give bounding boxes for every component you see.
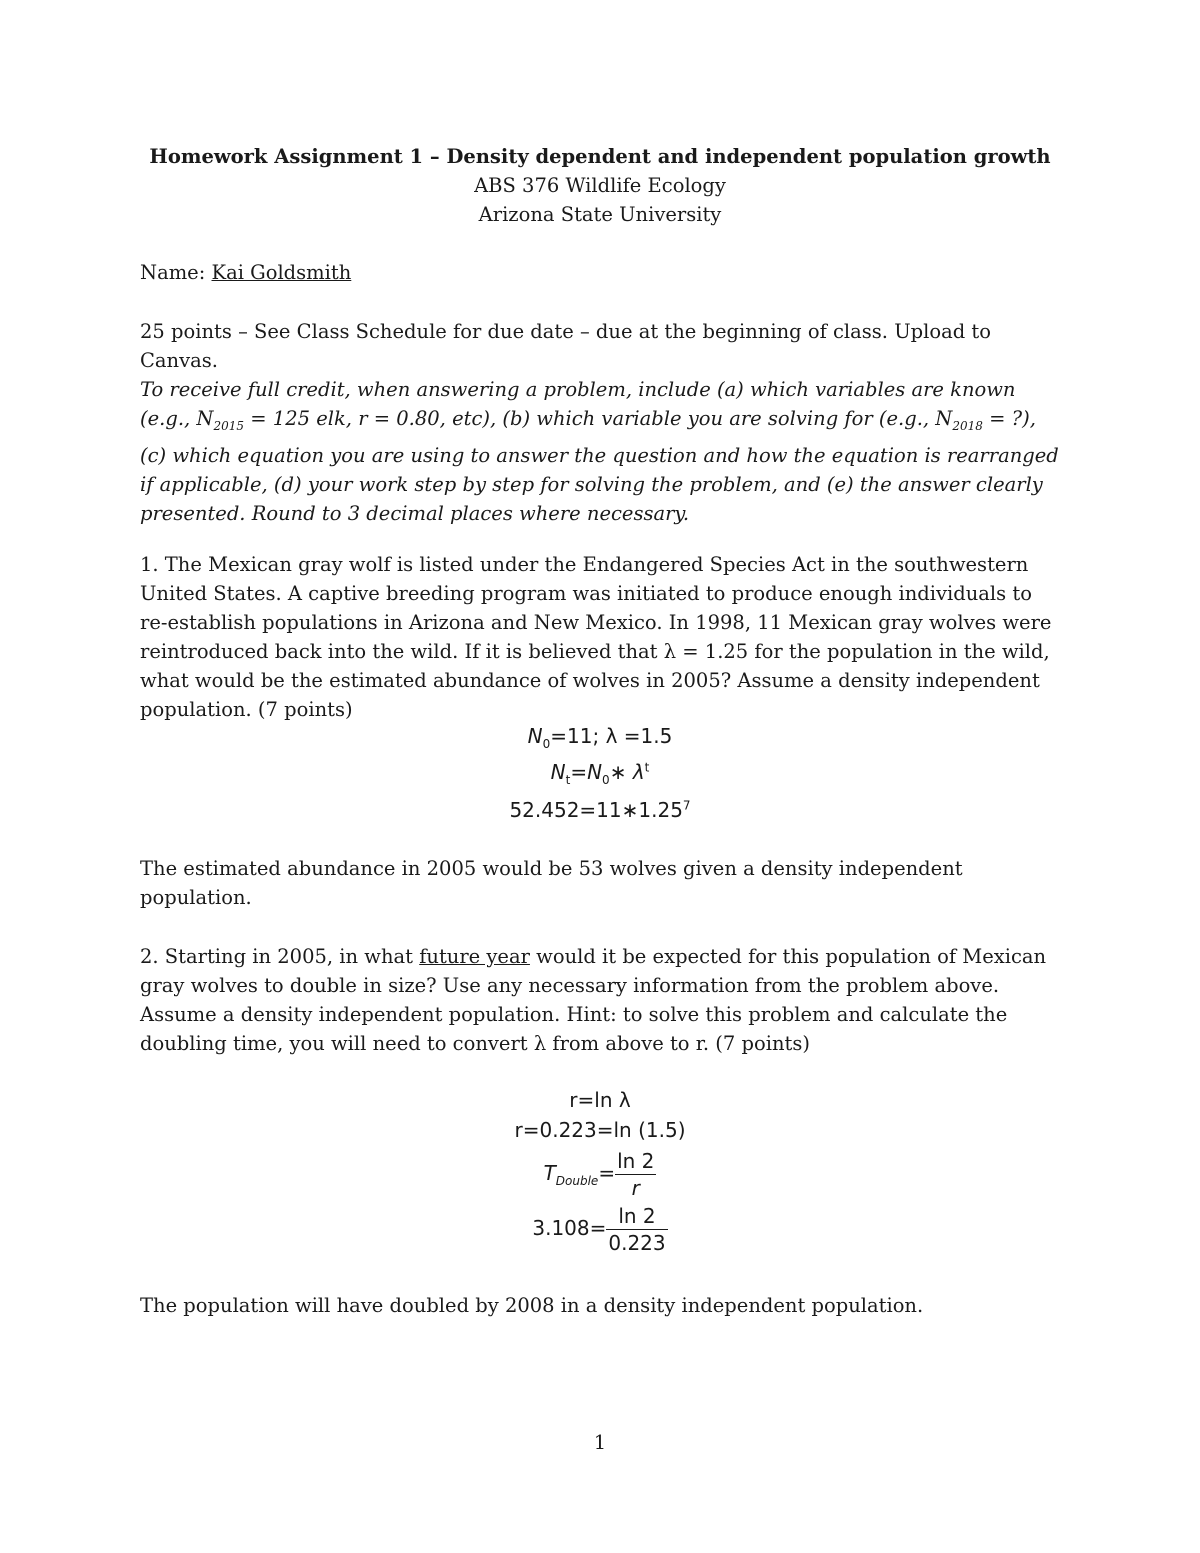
q2-eq4-fraction (606, 1203, 667, 1256)
q2-text-before: 2. Starting in 2005, in what (140, 945, 420, 968)
question-1-answer: The estimated abundance in 2005 would be 53 wolves given a density independent population. (140, 857, 963, 909)
q2-text-after: would it be expected for this population of Mexican gray wolves to double in size? Use any necessary information from the problem above. Assume a density independent population. Hint: to solve this problem and calculate the doubling time, you will need to convert λ from above to r. (7 points) (140, 945, 1047, 1055)
points-line: 25 points – See Class Schedule for due date – due at the beginning of class. Upload to Canvas. (140, 320, 991, 372)
instructions-text-3: = ?), (c) which equation you are using to answer the question and how the equation is rearranged if applicable, (d) your work step by step for solving the problem, and (e) the answer clearly presented. Round to 3 decimal places where necessary. (140, 407, 1059, 525)
q2-eq4-numerator: ln 2 (606, 1203, 667, 1230)
student-name: Kai Goldsmith (211, 261, 352, 284)
q2-eq4-lhs: 3.108= (532, 1216, 607, 1240)
instructions-subscript-2: 2018 (952, 418, 983, 433)
q1-eq3-text: 52.452=11∗1.25 (509, 798, 683, 822)
q2-eq3-subscript: Double (555, 1174, 599, 1188)
q1-eq1-text: =11; λ =1.5 (550, 724, 673, 748)
q1-eq3-exponent: 7 (682, 798, 691, 813)
q2-equation-2: r=0.223=ln (1.5) (514, 1118, 686, 1142)
question-2-answer: The population will have doubled by 2008 in a density independent population. (140, 1294, 924, 1317)
q1-equation-2: $N_t=N_0∗$ $\lambda^t$ (550, 760, 650, 787)
name-line (140, 258, 1060, 287)
q2-eq4-denominator: 0.223 (608, 1231, 666, 1255)
q1-equation-3 (140, 798, 1060, 822)
question-2-text (140, 942, 1060, 1058)
q2-eq3-fraction (615, 1148, 656, 1201)
instructions-subscript-1: 2015 (213, 418, 245, 433)
document-title: Homework Assignment 1 – Density dependent and independent population growth (149, 145, 1051, 168)
q2-eq3-denominator: r (631, 1176, 640, 1200)
q2-equation-1: r=ln λ (569, 1088, 631, 1112)
q2-underlined-text: future year (419, 945, 530, 968)
university-name: Arizona State University (478, 203, 722, 226)
instructions-paragraph (140, 375, 1060, 528)
instructions-text-1: To receive full credit, when answering a problem, include (a) which variables are known (e.g., N (140, 378, 1016, 430)
course-name: ABS 376 Wildlife Ecology (474, 174, 726, 197)
instructions-text-2: = 125 elk, r = 0.80, etc), (b) which variable you are solving for (e.g., N (244, 407, 953, 430)
q2-equation-3: $T_{Double}=$ $\frac{\ln 2}{r}$ (543, 1149, 655, 1200)
question-1-text: 1. The Mexican gray wolf is listed under the Endangered Species Act in the southwestern United States. A captive breeding program was initiated to produce enough individuals to re-establish populations in Arizona and New Mexico. In 1998, 11 Mexican gray wolves were reintroduced back into the wild. If it is believed that λ = 1.25 for the population in the wild, what would be the estimated abundance of wolves in 2005? Assume a density independent population. (7 points) (140, 553, 1052, 721)
page-number: 1 (593, 1431, 607, 1454)
q2-eq3-numerator: ln 2 (617, 1149, 655, 1173)
q2-equation-4 (140, 1203, 1060, 1256)
q1-equation-1: $N_0=11$; λ =1.5 (527, 724, 673, 751)
name-label: Name: (140, 261, 212, 284)
